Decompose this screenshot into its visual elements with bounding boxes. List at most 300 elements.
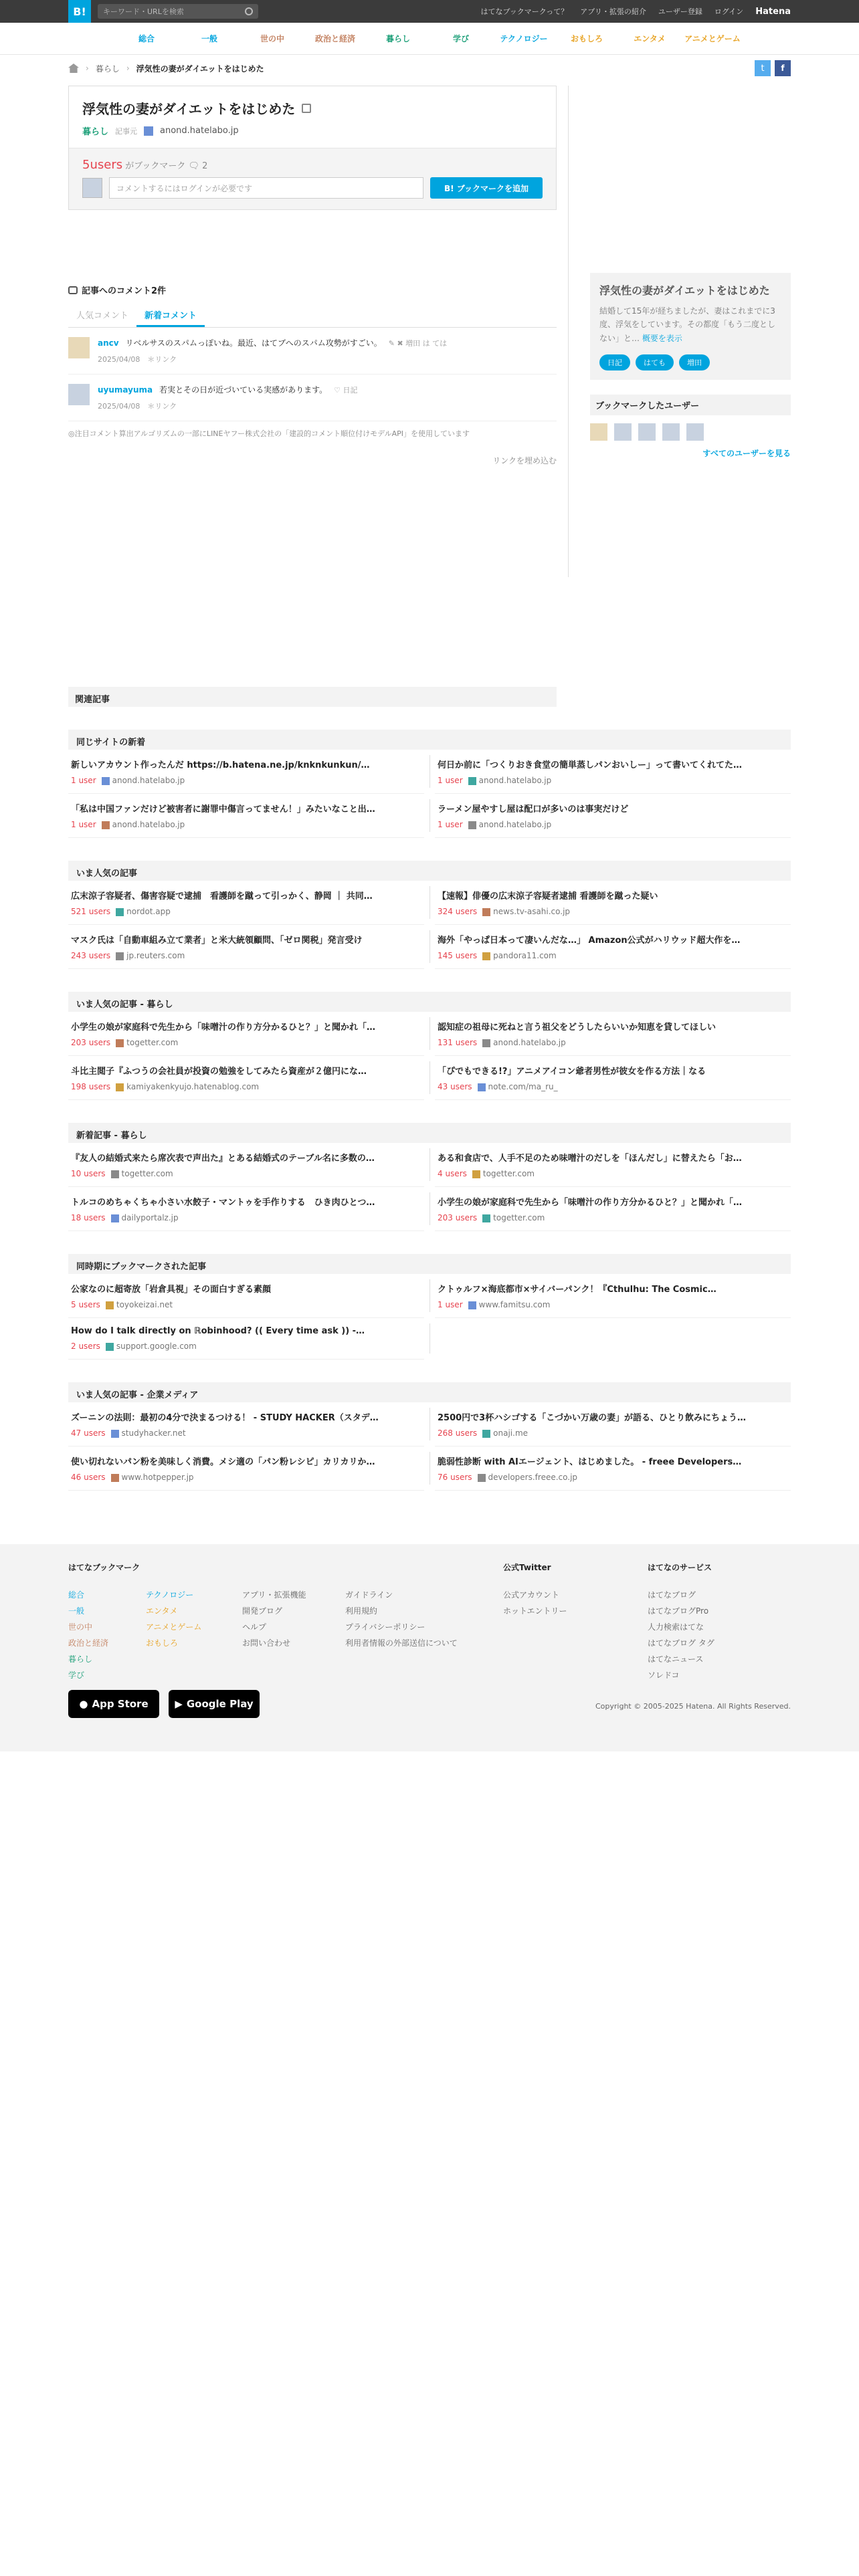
article-grid bbox=[68, 881, 791, 969]
article-users[interactable]: 76 users bbox=[438, 1473, 472, 1482]
article-meta bbox=[438, 1169, 788, 1178]
category-tab[interactable]: テクノロジー bbox=[500, 34, 548, 43]
article-users[interactable]: 1 user bbox=[71, 820, 96, 829]
add-bookmark-button[interactable]: B! ブックマークを追加 bbox=[430, 177, 543, 199]
top-link[interactable]: はてなブックマークって？ bbox=[480, 7, 569, 16]
hatena-logo[interactable]: Hatena bbox=[755, 6, 791, 17]
article-item bbox=[435, 1402, 791, 1446]
site-favicon-icon bbox=[102, 821, 110, 829]
article-users[interactable]: 203 users bbox=[71, 1038, 111, 1047]
article-users[interactable]: 243 users bbox=[71, 951, 111, 960]
article-site[interactable] bbox=[482, 1213, 545, 1222]
article-site[interactable] bbox=[482, 907, 570, 916]
comment-input[interactable]: コメントするにはログインが必要です bbox=[109, 177, 423, 199]
footer-link[interactable]: おもしろ bbox=[146, 1638, 179, 1648]
article-users[interactable]: 1 user bbox=[438, 1300, 463, 1309]
comment-item bbox=[68, 328, 557, 374]
article-users[interactable]: 4 users bbox=[438, 1169, 467, 1178]
entry-box bbox=[68, 86, 557, 210]
article-site-name: kamiyakenkyujo.hatenablog.com bbox=[126, 1082, 260, 1091]
article-meta bbox=[71, 1213, 421, 1222]
section-heading: 新着記事 - 暮らし bbox=[68, 1123, 791, 1143]
article-site-name: anond.hatelabo.jp bbox=[112, 820, 185, 829]
article-meta bbox=[438, 1473, 788, 1482]
footer-link[interactable]: 学び bbox=[68, 1671, 85, 1680]
article-users[interactable]: 1 user bbox=[438, 820, 463, 829]
site-favicon-icon bbox=[106, 1301, 114, 1309]
footer-link[interactable]: 政治と経済 bbox=[68, 1638, 109, 1648]
article-site-name: support.google.com bbox=[116, 1341, 197, 1351]
summary-desc: 結婚して15年が経ちましたが、妻はこれまでに3度、浮気をしています。その都度「もう二度としない」と… bbox=[599, 306, 776, 343]
top-link[interactable]: ログイン bbox=[714, 7, 744, 16]
article-site-name: togetter.com bbox=[493, 1213, 545, 1222]
section-heading: いま人気の記事 bbox=[68, 861, 791, 881]
bookmark-users-heading: ブックマークしたユーザー bbox=[590, 395, 791, 415]
article-item bbox=[435, 794, 791, 838]
comment-date[interactable]: 2025/04/08 bbox=[98, 355, 140, 364]
article-item bbox=[68, 1402, 424, 1446]
article-title[interactable]: 小学生の娘が家庭科で先生から「味噌汁の作り方分かるひと？」と聞かれ「… bbox=[438, 1198, 743, 1208]
comment-user[interactable]: uyumayuma bbox=[98, 385, 153, 395]
footer-link[interactable]: 利用者情報の外部送信について bbox=[345, 1638, 458, 1648]
article-title[interactable]: 新しいアカウント作ったんだ https://b.hatena.ne.jp/knknkunkun/… bbox=[71, 760, 370, 770]
comment-user[interactable]: ancv bbox=[98, 338, 119, 348]
footer-link[interactable]: 総合 bbox=[68, 1590, 85, 1600]
footer-link[interactable]: はてなブログ bbox=[648, 1590, 696, 1600]
search-input[interactable] bbox=[98, 4, 258, 19]
footer-link[interactable]: アプリ・拡張機能 bbox=[242, 1590, 306, 1600]
footer-link[interactable]: 人力検索はてな bbox=[648, 1622, 704, 1632]
article-site-name: pandora11.com bbox=[493, 951, 557, 960]
article-users[interactable]: 10 users bbox=[71, 1169, 106, 1178]
footer-twitter-heading: 公式Twitter bbox=[503, 1563, 551, 1572]
home-icon[interactable] bbox=[68, 64, 79, 73]
category-nav bbox=[0, 23, 859, 55]
article-site[interactable] bbox=[482, 1038, 566, 1047]
article-section bbox=[68, 730, 791, 838]
footer-categories-2 bbox=[146, 1587, 201, 1651]
footer-categories bbox=[68, 1587, 108, 1683]
breadcrumb bbox=[68, 55, 791, 82]
article-item bbox=[435, 925, 791, 969]
see-all-users-link[interactable]: すべてのユーザーを見る bbox=[702, 449, 791, 459]
article-meta bbox=[71, 1341, 421, 1351]
article-site[interactable] bbox=[102, 776, 185, 785]
category-tab[interactable]: アニメとゲーム bbox=[684, 34, 741, 43]
footer-link[interactable]: 開発ブログ bbox=[242, 1606, 283, 1616]
footer-link[interactable]: 一般 bbox=[68, 1606, 85, 1616]
article-users[interactable]: 47 users bbox=[71, 1428, 106, 1438]
article-item bbox=[68, 1012, 424, 1056]
sidebar bbox=[590, 273, 791, 459]
article-item bbox=[68, 750, 424, 794]
article-meta bbox=[71, 951, 421, 960]
avatar[interactable] bbox=[686, 423, 704, 441]
tag-pill[interactable]: 増田 bbox=[679, 354, 710, 370]
article-meta bbox=[438, 1082, 788, 1091]
article-item bbox=[435, 1446, 791, 1491]
comment-line bbox=[98, 384, 358, 395]
footer-link[interactable]: 公式アカウント bbox=[503, 1590, 559, 1600]
article-site[interactable] bbox=[468, 820, 552, 829]
article-site[interactable] bbox=[111, 1428, 186, 1438]
article-grid bbox=[68, 1274, 791, 1360]
section-heading: いま人気の記事 - 暮らし bbox=[68, 992, 791, 1012]
article-site-name: note.com/ma_ru_ bbox=[488, 1082, 558, 1091]
article-site[interactable] bbox=[468, 776, 552, 785]
category-tab[interactable]: 世の中 bbox=[260, 34, 284, 43]
article-title[interactable]: 小学生の娘が家庭科で先生から「味噌汁の作り方分かるひと？」と聞かれ「… bbox=[71, 1023, 376, 1033]
site-favicon-icon bbox=[468, 777, 476, 785]
category-tab[interactable]: エンタメ bbox=[634, 34, 666, 43]
category-tab[interactable]: 学び bbox=[452, 34, 469, 43]
article-section bbox=[68, 1123, 791, 1231]
article-site[interactable] bbox=[116, 1038, 178, 1047]
article-item bbox=[68, 1056, 424, 1100]
article-users[interactable]: 521 users bbox=[71, 907, 111, 916]
footer-link[interactable]: ガイドライン bbox=[345, 1590, 393, 1600]
comment-link[interactable]: ＊リンク bbox=[147, 355, 177, 364]
comment-date-row bbox=[98, 354, 447, 364]
site-favicon-icon bbox=[468, 821, 476, 829]
comment-count: 2 bbox=[202, 161, 208, 171]
article-site-name: togetter.com bbox=[482, 1169, 535, 1178]
article-site-name: anond.hatelabo.jp bbox=[478, 776, 552, 785]
site-favicon-icon bbox=[111, 1430, 119, 1438]
footer-link[interactable]: お問い合わせ bbox=[242, 1638, 291, 1648]
avatar[interactable] bbox=[68, 337, 90, 358]
comment-date[interactable]: 2025/04/08 bbox=[98, 402, 140, 411]
footer-link[interactable]: ソレドコ bbox=[648, 1671, 680, 1680]
entry-source[interactable]: anond.hatelabo.jp bbox=[160, 126, 239, 136]
article-meta bbox=[71, 1082, 421, 1091]
site-favicon-icon bbox=[116, 952, 124, 960]
footer-services-heading: はてなのサービス bbox=[648, 1563, 712, 1572]
tab-new-comments[interactable]: 新着コメント bbox=[136, 304, 205, 327]
article-site-name: news.tv-asahi.co.jp bbox=[493, 907, 571, 916]
article-users[interactable]: 1 user bbox=[71, 776, 96, 785]
play-icon: ▶ bbox=[175, 1698, 183, 1710]
article-title[interactable]: 認知症の祖母に死ねと言う祖父をどうしたらいいか知恵を貸してほしい bbox=[438, 1023, 717, 1033]
footer-link[interactable]: アニメとゲーム bbox=[146, 1622, 202, 1632]
footer-link[interactable]: はてなブログ タグ bbox=[648, 1638, 714, 1648]
article-site[interactable] bbox=[102, 820, 185, 829]
article-users[interactable]: 5 users bbox=[71, 1300, 100, 1309]
footer-links bbox=[242, 1587, 306, 1651]
summary-box bbox=[590, 273, 791, 380]
app-store-badge[interactable] bbox=[68, 1690, 159, 1718]
avatar[interactable] bbox=[68, 384, 90, 405]
footer-link[interactable]: 利用規約 bbox=[345, 1606, 378, 1616]
article-site[interactable] bbox=[482, 1428, 528, 1438]
article-site-name: studyhacker.net bbox=[121, 1428, 186, 1438]
article-site-name: dailyportalz.jp bbox=[121, 1213, 179, 1222]
hatena-bookmark-logo[interactable]: B! bbox=[68, 0, 91, 23]
twitter-share-icon[interactable]: t bbox=[755, 60, 771, 76]
article-item bbox=[68, 881, 424, 925]
footer-link[interactable]: はてなニュース bbox=[648, 1654, 704, 1664]
tab-popular-comments[interactable]: 人気コメント bbox=[76, 311, 129, 321]
copyright: Copyright © 2005-2025 Hatena. All Rights Reserved. bbox=[595, 1702, 791, 1711]
article-item bbox=[435, 1056, 791, 1100]
article-site-name: www.hotpepper.jp bbox=[121, 1473, 194, 1482]
footer-link[interactable]: 暮らし bbox=[68, 1654, 93, 1664]
avatar[interactable] bbox=[614, 423, 632, 441]
article-title[interactable]: 使い切れないパン粉を美味しく消費。メシ適の「パン粉レシピ」カリカリか… bbox=[71, 1457, 375, 1467]
comment-link[interactable]: ＊リンク bbox=[147, 402, 177, 411]
article-meta bbox=[71, 1428, 421, 1438]
article-item bbox=[68, 1318, 424, 1360]
article-meta bbox=[71, 907, 421, 916]
article-site-name: developers.freee.co.jp bbox=[488, 1473, 578, 1482]
site-favicon-icon bbox=[482, 1039, 490, 1047]
site-favicon-icon bbox=[106, 1343, 114, 1351]
comment-tags: ✎ ✖ 増田 は ては bbox=[388, 338, 448, 348]
comment-bubble-icon: 🗨 bbox=[188, 161, 199, 171]
chevron-right-icon: › bbox=[126, 64, 130, 73]
article-users[interactable]: 2 users bbox=[71, 1341, 100, 1351]
article-users[interactable]: 268 users bbox=[438, 1428, 478, 1438]
article-site[interactable] bbox=[116, 907, 171, 916]
entry-title[interactable]: 浮気性の妻がダイエットをはじめた bbox=[82, 101, 296, 117]
tag-pill[interactable]: はても bbox=[636, 354, 674, 370]
tag-pill[interactable]: 日記 bbox=[599, 354, 630, 370]
article-site-name: onaji.me bbox=[493, 1428, 529, 1438]
site-favicon-icon bbox=[102, 777, 110, 785]
entry-category[interactable]: 暮らし bbox=[82, 127, 109, 137]
google-play-badge[interactable] bbox=[169, 1690, 260, 1718]
article-site[interactable] bbox=[468, 1300, 551, 1309]
article-grid bbox=[68, 750, 791, 838]
article-users[interactable]: 18 users bbox=[71, 1213, 106, 1222]
article-item bbox=[68, 1446, 424, 1491]
top-links bbox=[480, 6, 791, 17]
footer-link[interactable]: ヘルプ bbox=[242, 1622, 267, 1632]
article-item bbox=[435, 1012, 791, 1056]
comment-list bbox=[68, 328, 557, 421]
article-item bbox=[68, 1187, 424, 1231]
article-site[interactable] bbox=[478, 1473, 578, 1482]
comment-tabs bbox=[68, 304, 557, 328]
footer-link[interactable]: 世の中 bbox=[68, 1622, 93, 1632]
section-heading: 同時期にブックマークされた記事 bbox=[68, 1254, 791, 1274]
article-meta bbox=[438, 1300, 788, 1309]
article-site[interactable] bbox=[111, 1213, 179, 1222]
article-meta bbox=[71, 1473, 421, 1482]
article-title[interactable]: 2500円で3杯ハシゴする「こづかい万歳の妻」が語る、ひとり飲みにちょう… bbox=[438, 1413, 746, 1423]
article-title[interactable]: 「ぴでもできる!?」アニメアイコン爺者男性が彼女を作る方法｜なる bbox=[438, 1067, 706, 1077]
article-item bbox=[68, 1143, 424, 1187]
footer-twitter-links bbox=[503, 1587, 567, 1619]
article-site[interactable] bbox=[106, 1341, 197, 1351]
category-tab[interactable]: 政治と経済 bbox=[314, 34, 355, 43]
article-meta bbox=[438, 1428, 788, 1438]
article-site[interactable] bbox=[478, 1082, 558, 1091]
search-icon[interactable] bbox=[245, 7, 253, 15]
bookmark-label: がブックマーク bbox=[125, 161, 186, 171]
site-favicon-icon bbox=[472, 1170, 480, 1178]
comment-body bbox=[98, 337, 447, 364]
article-site-name: anond.hatelabo.jp bbox=[112, 776, 185, 785]
article-sections bbox=[0, 730, 859, 1491]
article-title[interactable]: ズーニンの法則：最初の4分で決まるつける！ - STUDY HACKER（スタデ… bbox=[71, 1413, 379, 1423]
article-item bbox=[435, 1143, 791, 1187]
avatar[interactable] bbox=[590, 423, 607, 441]
article-site[interactable] bbox=[472, 1169, 535, 1178]
site-favicon-icon bbox=[468, 1301, 476, 1309]
show-summary-link[interactable]: 概要を表示 bbox=[642, 333, 682, 343]
article-grid bbox=[68, 1402, 791, 1491]
article-site[interactable] bbox=[111, 1169, 173, 1178]
article-grid bbox=[68, 1012, 791, 1100]
main-column bbox=[68, 86, 557, 707]
article-site[interactable] bbox=[106, 1300, 173, 1309]
article-meta bbox=[71, 1300, 421, 1309]
article-section bbox=[68, 861, 791, 969]
column-divider bbox=[568, 86, 569, 577]
summary-text bbox=[599, 304, 781, 345]
article-site[interactable] bbox=[116, 1082, 259, 1091]
top-link[interactable]: ユーザー登録 bbox=[658, 7, 702, 16]
category-tab[interactable]: 一般 bbox=[201, 34, 217, 43]
site-favicon-icon bbox=[482, 952, 490, 960]
site-favicon-icon bbox=[144, 126, 153, 136]
avatar[interactable] bbox=[662, 423, 680, 441]
facebook-share-icon[interactable]: f bbox=[775, 60, 791, 76]
article-meta bbox=[438, 820, 788, 829]
article-title[interactable]: 「私は中国ファンだけど被害者に謝罪中傷言ってません！」みたいなこと出… bbox=[71, 804, 375, 815]
article-title[interactable]: マスク氏は「自動車組み立て業者」と米大統領顧問、「ゼロ関税」発言受け bbox=[71, 936, 363, 946]
article-users[interactable]: 1 user bbox=[438, 776, 463, 785]
article-site[interactable] bbox=[482, 951, 557, 960]
footer-link[interactable]: テクノロジー bbox=[146, 1590, 194, 1600]
article-site-name: togetter.com bbox=[121, 1169, 173, 1178]
article-item bbox=[435, 881, 791, 925]
article-title[interactable]: 斗比主閲子『ふつうの会社員が投資の勉強をしてみたら資産が２億円にな… bbox=[71, 1067, 367, 1077]
article-title[interactable]: 広末涼子容疑者、傷害容疑で逮捕 看護師を蹴って引っかく、静岡 ｜ 共同… bbox=[71, 891, 373, 901]
article-users[interactable]: 131 users bbox=[438, 1038, 478, 1047]
footer-link[interactable]: エンタメ bbox=[146, 1606, 178, 1616]
article-users[interactable]: 43 users bbox=[438, 1082, 472, 1091]
comment-body bbox=[98, 384, 358, 411]
site-favicon-icon bbox=[116, 908, 124, 916]
bookmark-user-avatars bbox=[590, 423, 791, 441]
bookmark-box bbox=[69, 148, 556, 209]
article-meta bbox=[438, 951, 788, 960]
article-item bbox=[435, 1187, 791, 1231]
footer-link[interactable]: はてなブログPro bbox=[648, 1606, 709, 1616]
breadcrumb-title: 浮気性の妻がダイエットをはじめた bbox=[136, 64, 264, 74]
footer-link[interactable]: ホットエントリー bbox=[503, 1606, 567, 1616]
bookmark-count bbox=[82, 158, 543, 172]
article-item bbox=[68, 794, 424, 838]
google-play-label: Google Play bbox=[186, 1698, 254, 1710]
footer-service-links bbox=[648, 1587, 714, 1683]
top-link[interactable]: アプリ・拡張の紹介 bbox=[580, 7, 646, 16]
article-site-name: jp.reuters.com bbox=[126, 951, 185, 960]
article-title[interactable]: 『友人の結婚式来たら席次表で声出た』とある結婚式のテーブル名に多数の… bbox=[71, 1154, 375, 1164]
article-users[interactable]: 145 users bbox=[438, 951, 478, 960]
article-users[interactable]: 324 users bbox=[438, 907, 478, 916]
article-site-name: togetter.com bbox=[126, 1038, 179, 1047]
site-favicon-icon bbox=[116, 1039, 124, 1047]
source-label: 記事元 bbox=[115, 126, 138, 136]
site-favicon-icon bbox=[482, 1430, 490, 1438]
embed-link[interactable]: リンクを埋め込む bbox=[492, 456, 557, 465]
comment-item bbox=[68, 374, 557, 421]
top-bar bbox=[0, 0, 859, 23]
content-area bbox=[68, 86, 791, 707]
article-users[interactable]: 198 users bbox=[71, 1082, 111, 1091]
article-meta bbox=[71, 1038, 421, 1047]
article-title[interactable]: 脆弱性診断 with AIエージェント、はじめました。 - freee Developers… bbox=[438, 1457, 742, 1467]
comment-text: リベルサスのスパムっぽいね。最近、はてブへのスパム攻勢がすごい。 bbox=[125, 338, 382, 348]
footer-policy-links bbox=[345, 1587, 458, 1651]
bookmark-users[interactable]: 5users bbox=[82, 158, 123, 172]
comment-date-row bbox=[98, 401, 358, 411]
article-users[interactable]: 203 users bbox=[438, 1213, 478, 1222]
article-title[interactable]: トルコのめちゃくちゃ小さい水餃子・マントゥを手作りする ひき肉ひとつ… bbox=[71, 1198, 375, 1208]
article-title[interactable]: ラーメン屋やすし屋は配口が多いのは事実だけど bbox=[438, 804, 629, 815]
article-title[interactable]: How do I talk directly on ℝobinhood? (( Every time ask )) -… bbox=[71, 1326, 365, 1336]
comment-icon bbox=[68, 286, 78, 294]
section-heading: いま人気の記事 - 企業メディア bbox=[68, 1382, 791, 1402]
article-meta bbox=[71, 1169, 421, 1178]
article-title[interactable]: 何日か前に「つくりおき食堂の簡単蒸しパンおいしー」って書いてくれてた… bbox=[438, 760, 743, 770]
algorithm-note: ◎注目コメント算出アルゴリズムの一部にLINEヤフー株式会社の「建設的コメント順位付けモデルAPI」を使用しています bbox=[68, 429, 470, 438]
article-meta bbox=[71, 776, 421, 785]
article-meta bbox=[71, 820, 421, 829]
site-favicon-icon bbox=[111, 1474, 119, 1482]
article-title[interactable]: 【速報】俳優の広末涼子容疑者逮捕 看護師を蹴った疑い bbox=[438, 891, 658, 901]
article-users[interactable]: 46 users bbox=[71, 1473, 106, 1482]
article-site[interactable] bbox=[116, 951, 185, 960]
article-title[interactable]: 公家なのに超寄放「岩倉具視」その面白すぎる素顔 bbox=[71, 1285, 272, 1295]
category-tab[interactable]: 総合 bbox=[138, 34, 155, 43]
comments-heading bbox=[68, 284, 557, 296]
site-favicon-icon bbox=[111, 1170, 119, 1178]
section-heading: 同じサイトの新着 bbox=[68, 730, 791, 750]
related-heading: 関連記事 bbox=[68, 687, 557, 707]
article-site-name: toyokeizai.net bbox=[116, 1300, 173, 1309]
article-meta bbox=[438, 907, 788, 916]
article-site-name: anond.hatelabo.jp bbox=[493, 1038, 566, 1047]
comments-heading-text: 記事へのコメント2件 bbox=[82, 286, 167, 296]
article-site[interactable] bbox=[111, 1473, 194, 1482]
site-favicon-icon bbox=[478, 1474, 486, 1482]
apple-icon: ● bbox=[79, 1698, 88, 1710]
article-title[interactable]: クトゥルフ×海底都市×サイバーパンク！『Cthulhu: The Cosmic… bbox=[438, 1285, 717, 1295]
category-tab[interactable]: 暮らし bbox=[385, 34, 410, 43]
article-title[interactable]: 海外「やっぱ日本って凄いんだな…」 Amazon公式がハリウッド超大作を… bbox=[438, 936, 741, 946]
avatar[interactable] bbox=[638, 423, 656, 441]
category-tab[interactable]: おもしろ bbox=[570, 34, 603, 43]
search-placeholder: キーワード・URLを検索 bbox=[103, 7, 184, 16]
site-favicon-icon bbox=[111, 1214, 119, 1222]
footer-link[interactable]: プライバシーポリシー bbox=[345, 1622, 425, 1632]
breadcrumb-category[interactable]: 暮らし bbox=[95, 64, 120, 74]
site-favicon-icon bbox=[478, 1083, 486, 1091]
article-item bbox=[435, 750, 791, 794]
article-meta bbox=[438, 1213, 788, 1222]
article-section bbox=[68, 992, 791, 1100]
article-site-name: anond.hatelabo.jp bbox=[478, 820, 552, 829]
article-grid bbox=[68, 1143, 791, 1231]
external-link-icon[interactable] bbox=[302, 104, 311, 113]
article-site-name: nordot.app bbox=[126, 907, 171, 916]
comment-line bbox=[98, 337, 447, 348]
article-title[interactable]: ある和食店で、人手不足のため味噌汁のだしを「ほんだし」に替えたら「お… bbox=[438, 1154, 742, 1164]
